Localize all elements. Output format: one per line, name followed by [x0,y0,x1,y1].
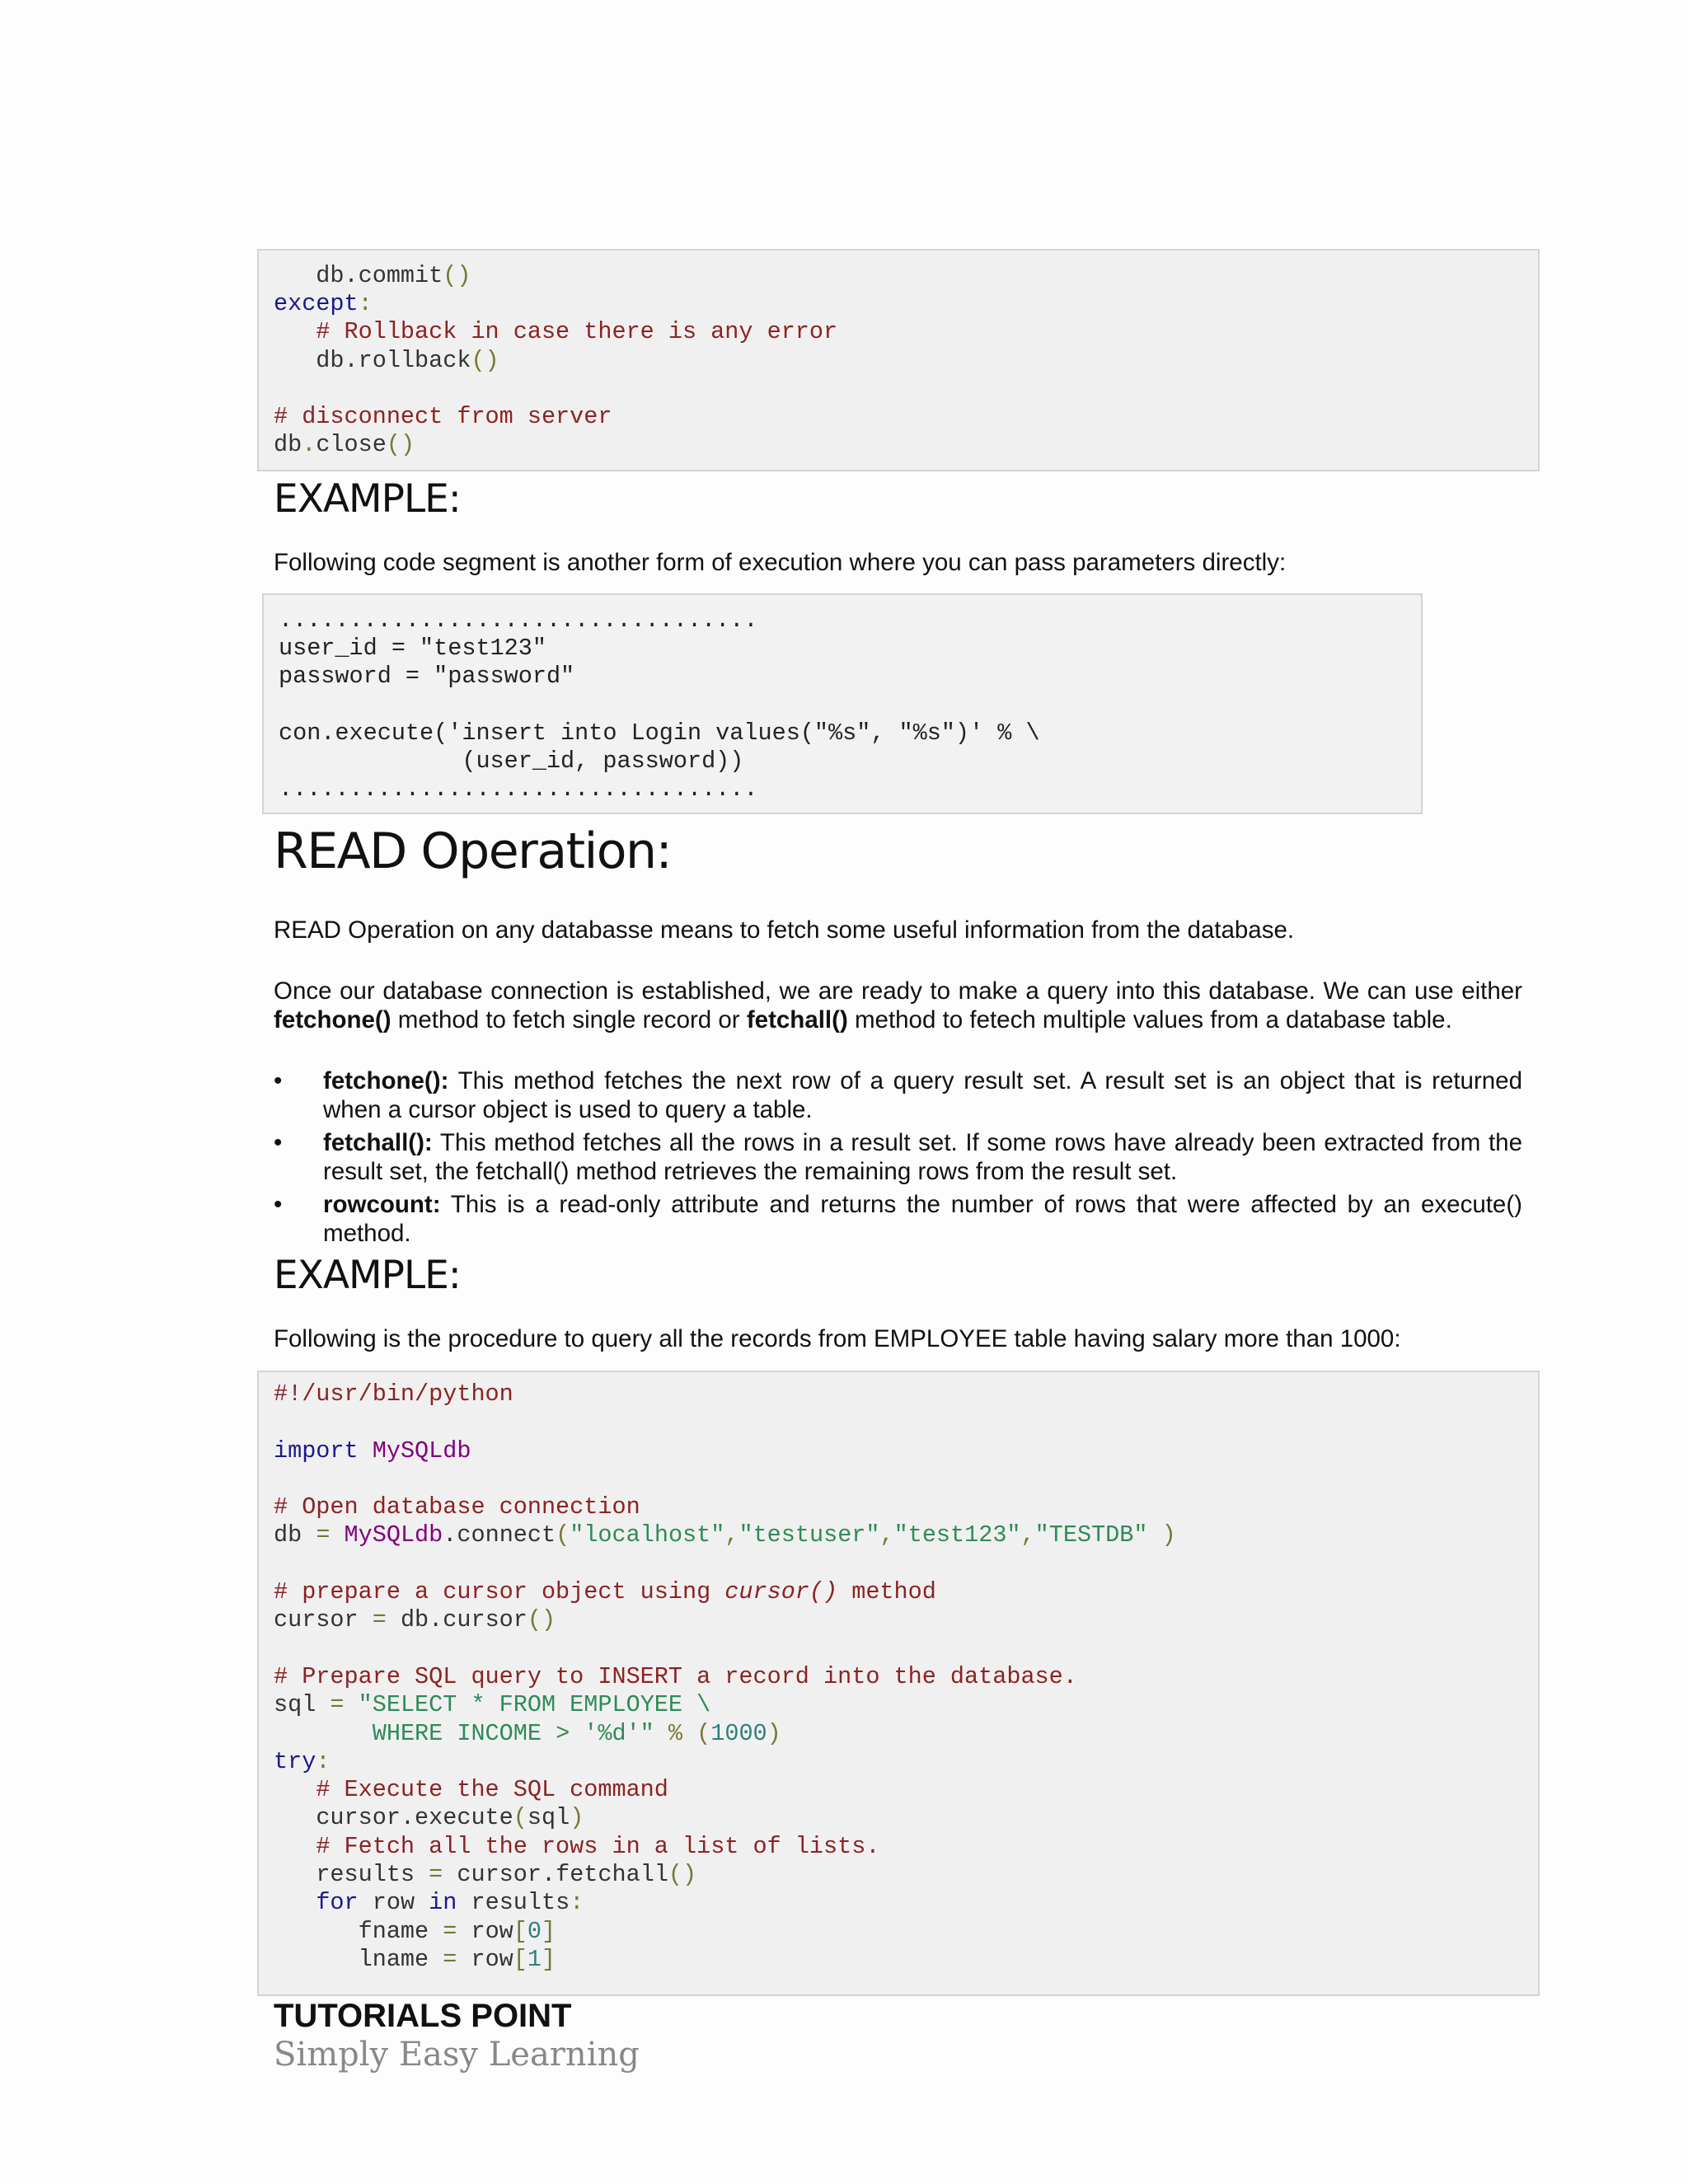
code-line: db = MySQLdb.connect("localhost","testuser","test123","TESTDB" ) [274,1521,1176,1549]
list-item [274,1190,1522,1248]
bullet-icon: • [274,1067,283,1094]
code-line: db.close() [274,431,415,459]
code-line [279,691,1421,719]
bullet-term: rowcount: [323,1191,441,1218]
code-line: results = cursor.fetchall() [316,1861,697,1889]
code-line: .................................. [279,607,758,634]
code-line: user_id = "test123" [279,635,546,663]
footer-brand: TUTORIALS POINT [274,1998,572,2034]
code-line: db.commit() [274,262,471,289]
method-list [274,1066,1522,1252]
code-comment: # Open database connection [274,1493,640,1521]
list-item [274,1128,1522,1186]
code-line: WHERE INCOME > '%d'" % (1000) [372,1719,781,1747]
code-line [274,1550,1538,1578]
bullet-icon: • [274,1191,283,1218]
list-item [274,1066,1522,1124]
example-heading-1: EXAMPLE: [274,476,461,522]
code-line [274,1408,1538,1436]
code-line: sql = "SELECT * FROM EMPLOYEE \ [274,1691,711,1719]
code-block-2 [262,593,1423,814]
code-line: try: [274,1747,331,1775]
bullet-icon: • [274,1129,283,1156]
code-line: .................................. [279,776,758,804]
code-comment: # Rollback in case there is any error [274,318,838,346]
text: Once our database connection is established, we are ready to make a query into this database. We can use either [274,977,1522,1005]
read-para-2 [274,977,1522,1034]
text: method to fetech multiple values from a database table. [847,1006,1452,1033]
code-line: import MySQLdb [274,1436,471,1465]
bullet-text: This method fetches the next row of a query result set. A result set is an object that is returned when a cursor object is used to query a table. [323,1067,1522,1123]
code-line: (user_id, password)) [279,747,744,775]
code-line: fname = row[0] [358,1917,556,1945]
code-block-1 [257,249,1540,471]
code-line: cursor = db.cursor() [274,1606,556,1634]
code-comment: # prepare a cursor object using cursor() method [274,1578,936,1606]
footer-tagline: Simply Easy Learning [274,2036,640,2074]
bullet-text: This method fetches all the rows in a result set. If some rows have already been extracted from the result set, the fetchall() method retrieves the remaining rows from the result set. [323,1129,1522,1185]
code-line: for row in results: [316,1889,584,1917]
code-comment: #!/usr/bin/python [274,1380,513,1408]
code-comment: # Prepare SQL query to INSERT a record into the database. [274,1662,1077,1690]
code-line [274,1465,1538,1493]
code-line: db.rollback() [274,346,499,374]
bullet-term: fetchone(): [323,1067,449,1094]
code-line: except: [274,290,373,318]
text: method to fetch single record or [391,1006,747,1033]
code-block-3 [257,1371,1540,1996]
read-operation-heading: READ Operation: [274,823,672,880]
example-intro-1: Following code segment is another form of execution where you can pass parameters directly: [274,549,1287,576]
code-line [274,1635,1538,1663]
example-intro-2: Following is the procedure to query all the records from EMPLOYEE table having salary more than 1000: [274,1325,1401,1352]
example-heading-2: EXAMPLE: [274,1253,461,1298]
code-comment: # disconnect from server [274,402,612,430]
bullet-text: This is a read-only attribute and returns the number of rows that were affected by an execute() method. [323,1191,1522,1247]
bullet-term: fetchall(): [323,1129,433,1156]
code-comment: # Execute the SQL command [316,1776,668,1804]
code-line [274,375,1538,403]
read-para-1: READ Operation on any databasse means to fetch some useful information from the database. [274,916,1295,944]
code-line: con.execute('insert into Login values("%s", "%s")' % \ [279,719,1040,747]
code-line: cursor.execute(sql) [316,1804,584,1832]
code-line: lname = row[1] [358,1945,556,1973]
fetchone-term: fetchone() [274,1006,392,1033]
code-comment: # Fetch all the rows in a list of lists. [316,1832,880,1860]
code-line: password = "password" [279,663,575,691]
fetchall-term: fetchall() [746,1006,848,1033]
